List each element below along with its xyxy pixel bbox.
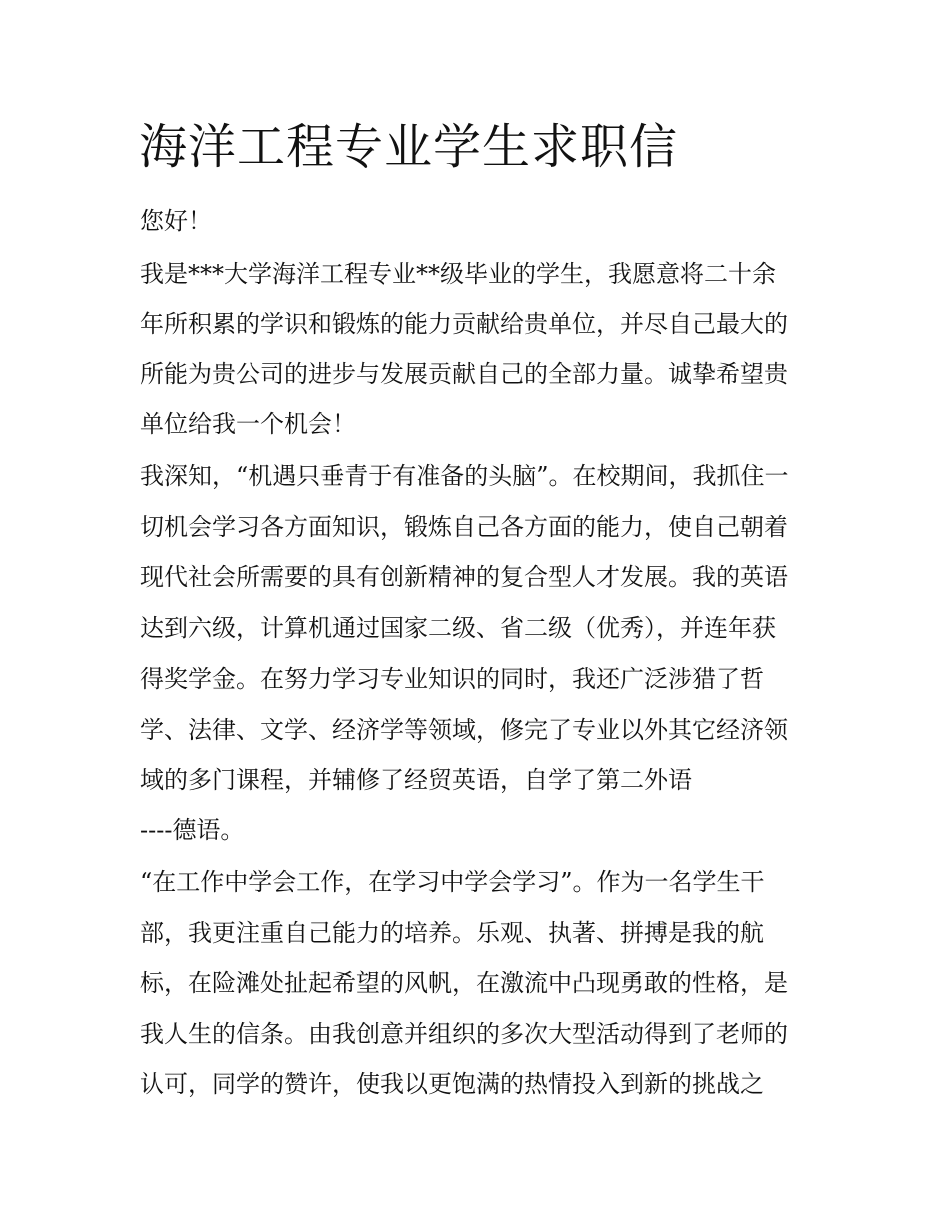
paragraph-2-line-4: 达到六级，计算机通过国家二级、省二级（优秀），并连年获 (140, 614, 776, 642)
paragraph-2-line-2: 切机会学习各方面知识，锻炼自己各方面的能力，使自己朝着 (140, 513, 788, 541)
paragraph-2-line-5: 得奖学金。在努力学习专业知识的同时，我还广泛涉猎了哲 (140, 665, 764, 693)
paragraph-3-line-1: “在工作中学会工作，在学习中学会学习”。作为一名学生干 (140, 868, 765, 896)
paragraph-2-line-8: ----德语。 (140, 816, 245, 844)
document-title: 海洋工程专业学生求职信 (139, 119, 679, 175)
greeting-line: 您好！ (140, 207, 212, 235)
paragraph-2-line-3: 现代社会所需要的具有创新精神的复合型人才发展。我的英语 (140, 563, 788, 591)
paragraph-3-line-4: 我人生的信条。由我创意并组织的多次大型活动得到了老师的 (140, 1020, 788, 1048)
paragraph-1-line-3: 所能为贵公司的进步与发展贡献自己的全部力量。诚挚希望贵 (140, 360, 788, 388)
paragraph-2-line-6: 学、法律、文学、经济学等领域，修完了专业以外其它经济领 (140, 716, 788, 744)
paragraph-2-line-7: 域的多门课程，并辅修了经贸英语，自学了第二外语 (140, 766, 692, 794)
paragraph-3-line-2: 部，我更注重自己能力的培养。乐观、执著、拼搏是我的航 (140, 919, 764, 947)
paragraph-1-line-4: 单位给我一个机会！ (140, 410, 356, 438)
paragraph-1-line-2: 年所积累的学识和锻炼的能力贡献给贵单位，并尽自己最大的 (140, 310, 788, 338)
paragraph-3-line-5: 认可，同学的赞许，使我以更饱满的热情投入到新的挑战之 (140, 1070, 764, 1098)
paragraph-3-line-3: 标，在险滩处扯起希望的风帆，在激流中凸现勇敢的性格，是 (140, 969, 788, 997)
paragraph-1-line-1: 我是***大学海洋工程专业**级毕业的学生，我愿意将二十余 (140, 260, 776, 288)
paragraph-2-line-1: 我深知，“机遇只垂青于有准备的头脑”。在校期间，我抓住一 (140, 462, 789, 490)
